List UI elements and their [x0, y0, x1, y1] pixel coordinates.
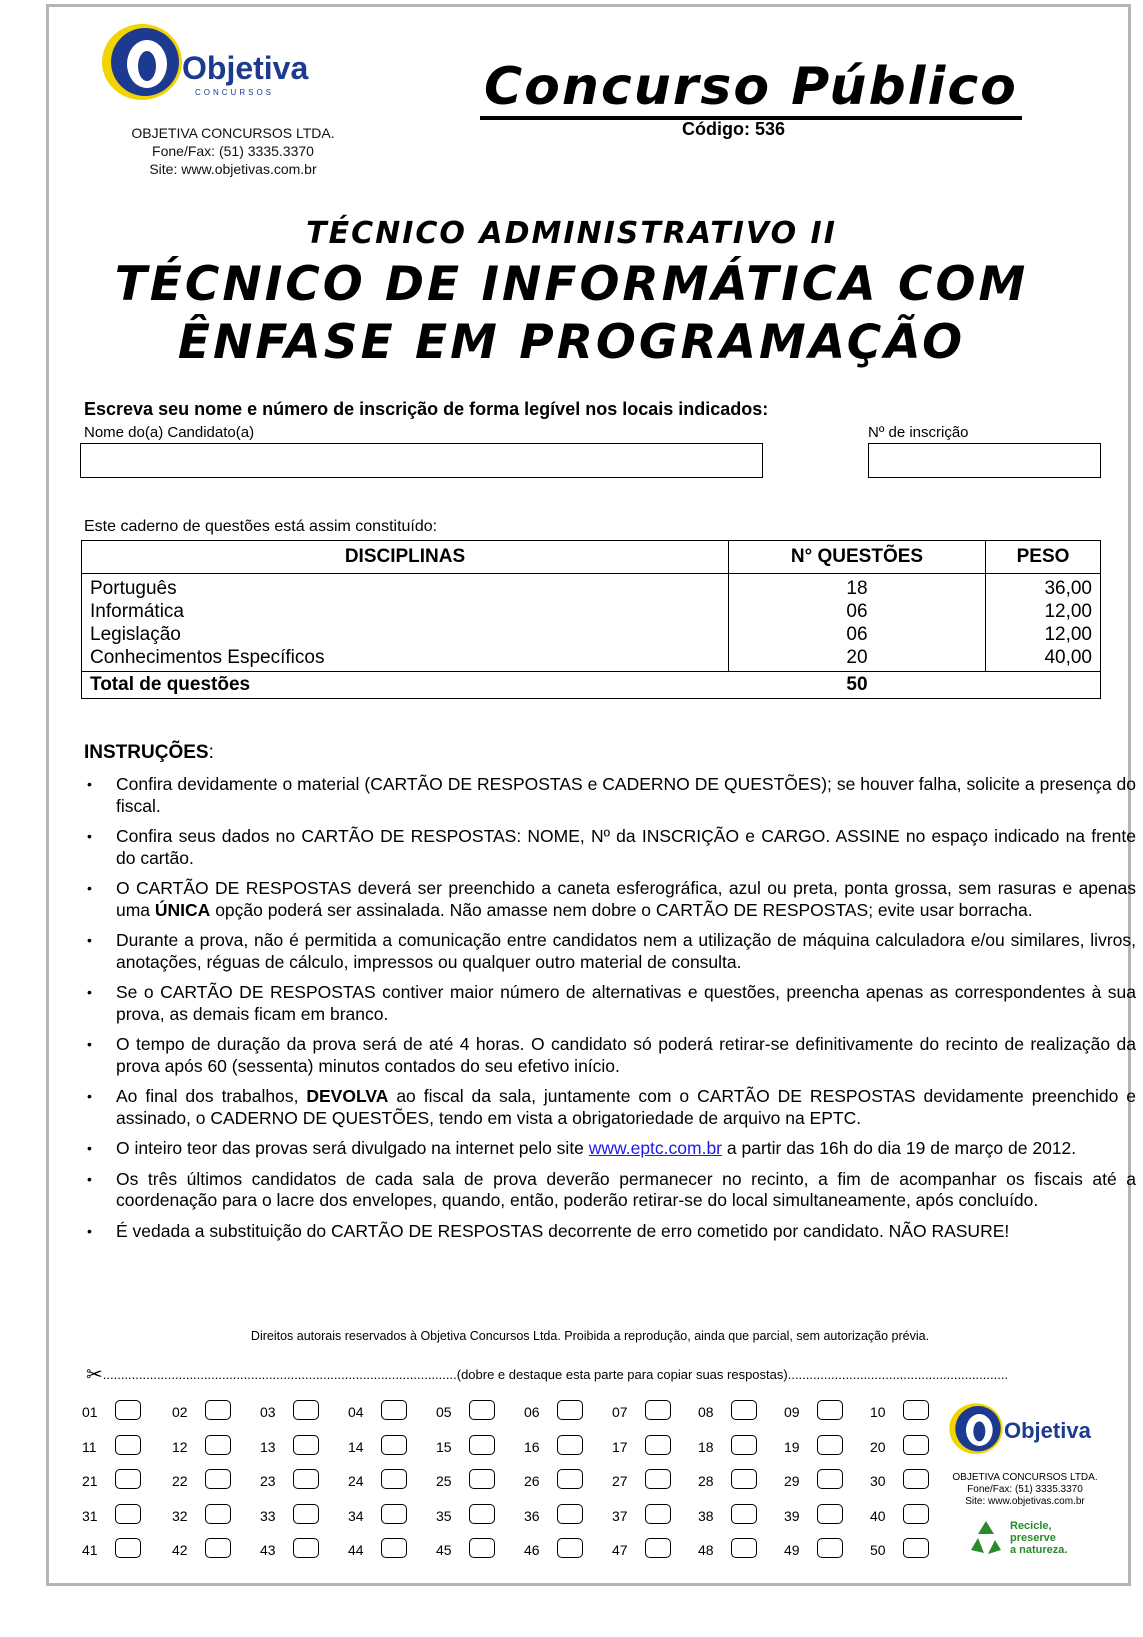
answer-number: 24	[348, 1473, 364, 1489]
instruction-item: • Confira devidamente o material (CARTÃO DE RESPOSTAS e CADERNO DE QUESTÕES); se houver falha, solicite a presença do fiscal.	[116, 774, 1136, 817]
answer-number: 08	[698, 1404, 714, 1420]
brand-name: Objetiva	[182, 50, 309, 86]
answer-number: 10	[870, 1404, 886, 1420]
answer-box[interactable]	[469, 1538, 495, 1558]
total-value: 50	[729, 672, 986, 699]
answer-number: 30	[870, 1473, 886, 1489]
answer-number: 13	[260, 1438, 276, 1455]
answer-number: 49	[784, 1542, 800, 1558]
answer-box[interactable]	[293, 1435, 319, 1455]
form-instruction: Escreva seu nome e número de inscrição de forma legível nos locais indicados:	[84, 399, 769, 419]
instruction-item: • O inteiro teor das provas será divulgado na internet pelo site www.eptc.com.br a partir das 16h do dia 19 de março de 2012.	[116, 1138, 1136, 1160]
answer-box[interactable]	[205, 1400, 231, 1420]
answer-number: 12	[172, 1438, 188, 1455]
company-site: Site: www.objetivas.com.br	[149, 161, 317, 177]
questoes-cell: 20	[846, 647, 868, 668]
cargo-title	[0, 256, 1143, 372]
company-phone: Fone/Fax: (51) 3335.3370	[152, 143, 314, 159]
disciplina-cell: Conhecimentos Específicos	[90, 647, 325, 668]
answer-box[interactable]	[557, 1469, 583, 1489]
company-info	[108, 124, 358, 178]
answer-box[interactable]	[381, 1400, 407, 1420]
answer-number: 34	[348, 1507, 364, 1524]
instruction-item: • O tempo de duração da prova será de até 4 horas. O candidato só poderá retirar-se definitivamente do recinto de realização da prova após 60 (sessenta) minutos contados do seu efetivo início.	[116, 1034, 1136, 1077]
recycle-slogan: Recicle, preserve a natureza.	[1010, 1520, 1068, 1556]
answer-number: 42	[172, 1542, 188, 1558]
answer-box[interactable]	[903, 1469, 929, 1489]
instruction-item: • Confira seus dados no CARTÃO DE RESPOSTAS: NOME, Nº da INSCRIÇÃO e CARGO. ASSINE no espaço indicado na frente do cartão.	[116, 826, 1136, 869]
answer-box[interactable]	[115, 1435, 141, 1455]
objetiva-logo-emblem-icon	[100, 20, 190, 105]
answer-number: 02	[172, 1404, 188, 1420]
answer-box[interactable]	[469, 1469, 495, 1489]
answer-number: 15	[436, 1438, 452, 1455]
peso-cell: 36,00	[1044, 578, 1092, 599]
eptc-link[interactable]: www.eptc.com.br	[588, 1138, 723, 1158]
answer-box[interactable]	[817, 1504, 843, 1524]
company-name: OBJETIVA CONCURSOS LTDA.	[131, 125, 335, 141]
answer-box[interactable]	[903, 1504, 929, 1524]
answer-number: 25	[436, 1473, 452, 1489]
copyright-notice: Direitos autorais reservados à Objetiva Concursos Ltda. Proibida a reprodução, ainda que parcial, sem autorização prévia.	[250, 1329, 930, 1343]
brand-name-small: Objetiva	[1004, 1418, 1091, 1443]
answer-box[interactable]	[731, 1400, 757, 1420]
answer-box[interactable]	[469, 1435, 495, 1455]
answer-box[interactable]	[645, 1400, 671, 1420]
peso-cell: 40,00	[1044, 647, 1092, 668]
answer-number: 21	[82, 1473, 98, 1489]
answer-box[interactable]	[817, 1400, 843, 1420]
answer-number: 32	[172, 1507, 188, 1524]
answer-number: 23	[260, 1473, 276, 1489]
answer-number: 22	[172, 1473, 188, 1489]
scissors-icon: ✂	[86, 1364, 103, 1386]
answer-number: 09	[784, 1404, 800, 1420]
answer-number: 40	[870, 1507, 886, 1524]
answer-number: 27	[612, 1473, 628, 1489]
instruction-item: • Os três últimos candidatos de cada sala de prova deverão permanecer no recinto, a fim de acompanhar os fiscais até a coordenação para o lacre dos envelopes, quando, então, poderão retirar-se do local simultaneamente, após concluído.	[116, 1169, 1136, 1212]
answer-number: 50	[870, 1542, 886, 1558]
answer-number: 37	[612, 1507, 628, 1524]
answer-number: 39	[784, 1507, 800, 1524]
answer-number: 03	[260, 1404, 276, 1420]
answer-number: 14	[348, 1438, 364, 1455]
answer-box[interactable]	[115, 1504, 141, 1524]
header-disciplinas: DISCIPLINAS	[82, 541, 729, 574]
cut-line: ✂..................................................................................................(dobre e destaque esta parte para copiar suas respostas).............................................................	[86, 1364, 1009, 1386]
answer-box[interactable]	[115, 1538, 141, 1558]
answer-number: 45	[436, 1542, 452, 1558]
cargo-line-2: TÉCNICO DE INFORMÁTICA COM	[114, 257, 1029, 312]
composition-intro: Este caderno de questões está assim constituído:	[84, 518, 438, 535]
answer-box[interactable]	[557, 1435, 583, 1455]
answer-number: 48	[698, 1542, 714, 1558]
answer-number: 46	[524, 1542, 540, 1558]
cargo-line-3: ÊNFASE EM PROGRAMAÇÃO	[177, 315, 966, 370]
exam-code: Código: 536	[682, 119, 786, 139]
answer-box[interactable]	[557, 1400, 583, 1420]
answer-number: 44	[348, 1542, 364, 1558]
answer-number: 29	[784, 1473, 800, 1489]
answer-number: 07	[612, 1404, 628, 1420]
answer-number: 36	[524, 1507, 540, 1524]
answer-box[interactable]	[645, 1538, 671, 1558]
inscricao-label: Nº de inscrição	[868, 424, 969, 441]
recycle-icon	[966, 1518, 1006, 1558]
instruction-item: • Se o CARTÃO DE RESPOSTAS contiver maior número de alternativas e questões, preencha apenas as correspondentes à sua prova, as demais ficam em branco.	[116, 982, 1136, 1025]
questoes-cell: 06	[846, 624, 868, 645]
answer-box[interactable]	[293, 1538, 319, 1558]
answer-number: 16	[524, 1438, 540, 1455]
header-peso: PESO	[986, 541, 1101, 574]
inscricao-field[interactable]	[868, 443, 1101, 478]
header-questoes: N° QUESTÕES	[729, 541, 986, 574]
answer-box[interactable]	[293, 1504, 319, 1524]
name-field[interactable]	[80, 443, 763, 478]
answer-box[interactable]	[731, 1435, 757, 1455]
answer-box[interactable]	[115, 1400, 141, 1420]
answer-box[interactable]	[817, 1435, 843, 1455]
answer-box[interactable]	[293, 1400, 319, 1420]
instructions-title: INSTRUÇÕES:	[84, 742, 214, 763]
answer-box[interactable]	[645, 1469, 671, 1489]
answer-box[interactable]	[817, 1469, 843, 1489]
answer-box[interactable]	[381, 1538, 407, 1558]
answer-box[interactable]	[903, 1435, 929, 1455]
answer-box[interactable]	[557, 1504, 583, 1524]
instruction-item: • Ao final dos trabalhos, DEVOLVA ao fiscal da sala, juntamente com o CARTÃO DE RESPOSTAS devidamente preenchido e assinado, o CADERNO DE QUESTÕES, tendo em vista a obrigatoriedade de arquivo na EPTC.	[116, 1086, 1136, 1129]
answer-number: 19	[784, 1438, 800, 1455]
answer-box[interactable]	[469, 1400, 495, 1420]
answer-number: 33	[260, 1507, 276, 1524]
answer-number: 47	[612, 1542, 628, 1558]
answer-box[interactable]	[381, 1435, 407, 1455]
answer-box[interactable]	[293, 1469, 319, 1489]
answer-box[interactable]	[731, 1538, 757, 1558]
answer-box[interactable]	[205, 1435, 231, 1455]
cut-instruction: (dobre e destaque esta parte para copiar suas respostas)	[456, 1367, 788, 1382]
composition-table	[81, 540, 1101, 699]
answer-number: 18	[698, 1438, 714, 1455]
answer-box[interactable]	[205, 1538, 231, 1558]
instruction-item: • É vedada a substituição do CARTÃO DE RESPOSTAS decorrente de erro cometido por candidato. NÃO RASURE!	[116, 1221, 1136, 1243]
name-label: Nome do(a) Candidato(a)	[84, 424, 255, 441]
brand-subtitle: CONCURSOS	[195, 88, 275, 97]
answer-number: 17	[612, 1438, 628, 1455]
objetiva-logo-small-emblem-icon	[948, 1400, 1008, 1458]
answer-box[interactable]	[817, 1538, 843, 1558]
answer-box[interactable]	[557, 1538, 583, 1558]
answer-box[interactable]	[381, 1504, 407, 1524]
answer-box[interactable]	[381, 1469, 407, 1489]
answer-number: 26	[524, 1473, 540, 1489]
instruction-item: • O CARTÃO DE RESPOSTAS deverá ser preenchido a caneta esferográfica, azul ou preta, ponta grossa, sem rasuras e apenas uma ÚNICA opção poderá ser assinalada. Não amasse nem dobre o CARTÃO DE RESPOSTAS; evite usar borracha.	[116, 878, 1136, 921]
instruction-item: • Durante a prova, não é permitida a comunicação entre candidatos nem a utilização de máquina calculadora e/ou similares, livros, anotações, réguas de cálculo, impressos ou qualquer outro material de consulta.	[116, 930, 1136, 973]
total-row	[82, 672, 1101, 699]
answer-number: 38	[698, 1507, 714, 1524]
answer-number: 35	[436, 1507, 452, 1524]
answer-box[interactable]	[731, 1469, 757, 1489]
answer-box[interactable]	[115, 1469, 141, 1489]
answer-number: 20	[870, 1438, 886, 1455]
emphasis-text: ÚNICA	[154, 899, 211, 920]
total-label: Total de questões	[82, 672, 729, 699]
disciplina-cell: Informática	[90, 601, 184, 622]
answer-box[interactable]	[903, 1400, 929, 1420]
instructions-list	[84, 774, 1136, 1251]
answer-number: 01	[82, 1404, 98, 1420]
peso-cell: 12,00	[1044, 624, 1092, 645]
emphasis-text: DEVOLVA	[306, 1086, 389, 1106]
answer-box[interactable]	[469, 1504, 495, 1524]
answer-box[interactable]	[645, 1504, 671, 1524]
disciplina-cell: Legislação	[90, 624, 181, 645]
questoes-cell: 18	[846, 578, 868, 599]
cargo-line-1: TÉCNICO ADMINISTRATIVO II	[306, 216, 837, 251]
answer-number: 04	[348, 1404, 364, 1420]
answer-number: 41	[82, 1542, 98, 1558]
page-title: Concurso Público	[480, 58, 1022, 120]
answer-box[interactable]	[205, 1469, 231, 1489]
answer-number: 11	[82, 1438, 97, 1455]
questoes-cell: 06	[846, 601, 868, 622]
answer-number: 28	[698, 1473, 714, 1489]
answer-box[interactable]	[205, 1504, 231, 1524]
answer-number: 06	[524, 1404, 540, 1420]
peso-cell: 12,00	[1044, 601, 1092, 622]
objetiva-logo	[100, 20, 340, 105]
answer-number: 05	[436, 1404, 452, 1420]
company-info-small: OBJETIVA CONCURSOS LTDA. Fone/Fax: (51) 3335.3370 Site: www.objetivas.com.br	[952, 1472, 1098, 1507]
answer-box[interactable]	[731, 1504, 757, 1524]
answer-box[interactable]	[645, 1435, 671, 1455]
answer-box[interactable]	[903, 1538, 929, 1558]
answer-number: 31	[82, 1507, 98, 1524]
answer-number: 43	[260, 1542, 276, 1558]
disciplina-cell: Português	[90, 578, 177, 599]
table-row	[82, 574, 1101, 672]
